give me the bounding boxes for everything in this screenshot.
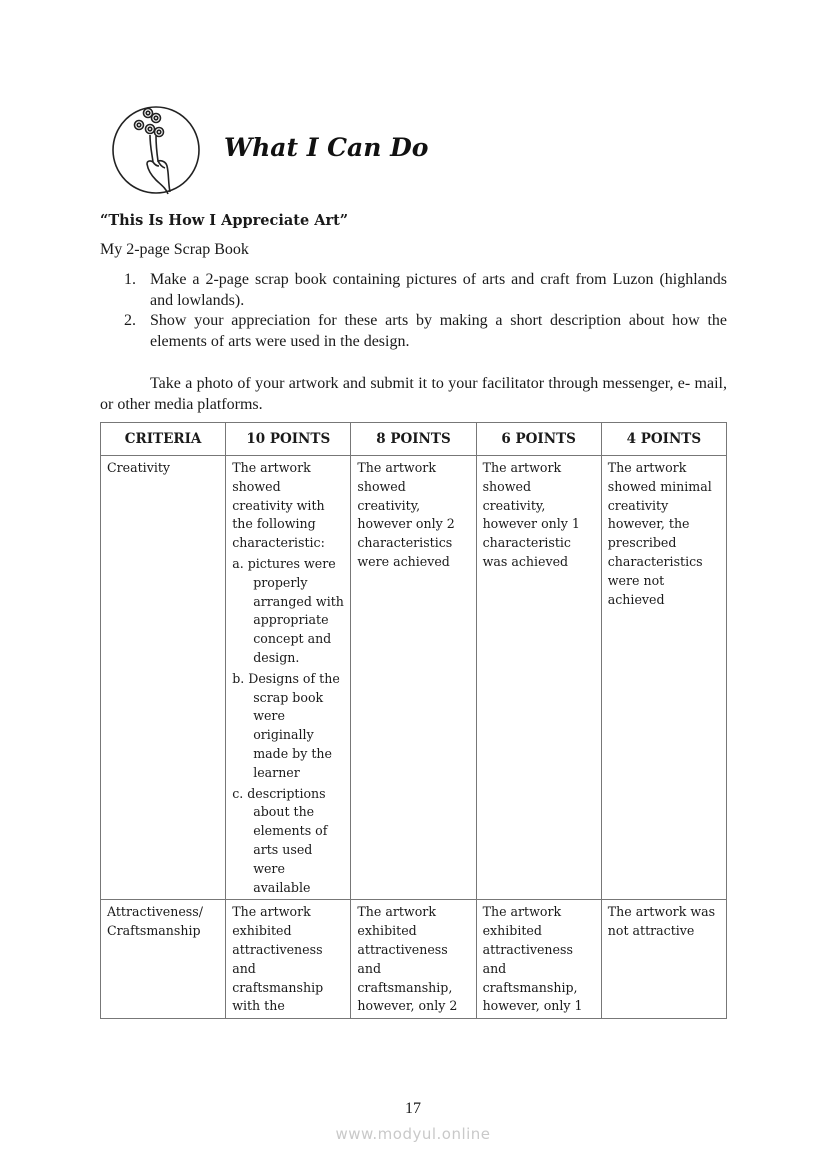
criteria-cell: Attractiveness/ Craftsmanship [101, 900, 226, 1019]
activity-subtitle: My 2-page Scrap Book [100, 241, 249, 258]
submission-instruction: Take a photo of your artwork and submit it to your facilitator through messenger, e- mail, or other media platforms. [100, 375, 727, 413]
four-points-cell: The artwork was not attractive [601, 900, 726, 1019]
ten-points-cell: The artwork exhibited attractiveness and craftsmanship with the [226, 900, 351, 1019]
column-header: 6 POINTS [476, 423, 601, 456]
page-number: 17 [405, 1100, 421, 1117]
ten-points-cell [226, 456, 351, 900]
list-item: b. Designs of the scrap book were originally made by the learner [232, 670, 340, 780]
step-number: 1. [124, 271, 136, 288]
four-points-cell: The artwork showed minimal creativity however, the prescribed characteristics were not achieved [601, 456, 726, 900]
column-header: 4 POINTS [601, 423, 726, 456]
rubric-table [100, 422, 727, 1019]
criteria-cell: Creativity [101, 456, 226, 900]
characteristic-list [232, 555, 344, 897]
column-header: 10 POINTS [226, 423, 351, 456]
table-header-row [101, 423, 727, 456]
hand-with-gears-icon [110, 104, 202, 196]
table-row [101, 900, 727, 1019]
column-header: CRITERIA [101, 423, 226, 456]
table-row [101, 456, 727, 900]
step-text: Make a 2-page scrap book containing pictures of arts and craft from Luzon (highlands and lowlands). [150, 271, 727, 309]
section-title: What I Can Do [224, 133, 429, 162]
step-text: Show your appreciation for these arts by making a short description about how the elements of arts were used in the design. [150, 312, 727, 350]
cell-text: The artwork showed creativity with the following characteristic: [232, 460, 325, 551]
watermark: www.modyul.online [335, 1125, 491, 1143]
instruction-steps [100, 270, 727, 352]
six-points-cell: The artwork showed creativity, however only 1 characteristic was achieved [476, 456, 601, 900]
list-item: a. pictures were properly arranged with appropriate concept and design. [232, 555, 344, 665]
step-number: 2. [124, 312, 136, 329]
activity-title: “This Is How I Appreciate Art” [100, 212, 349, 229]
list-item: c. descriptions about the elements of arts used were available [232, 785, 328, 895]
eight-points-cell: The artwork showed creativity, however only 2 characteristics were achieved [351, 456, 476, 900]
column-header: 8 POINTS [351, 423, 476, 456]
list-item [100, 311, 727, 352]
list-item [100, 270, 727, 311]
six-points-cell: The artwork exhibited attractiveness and craftsmanship, however, only 1 [476, 900, 601, 1019]
eight-points-cell: The artwork exhibited attractiveness and craftsmanship, however, only 2 [351, 900, 476, 1019]
